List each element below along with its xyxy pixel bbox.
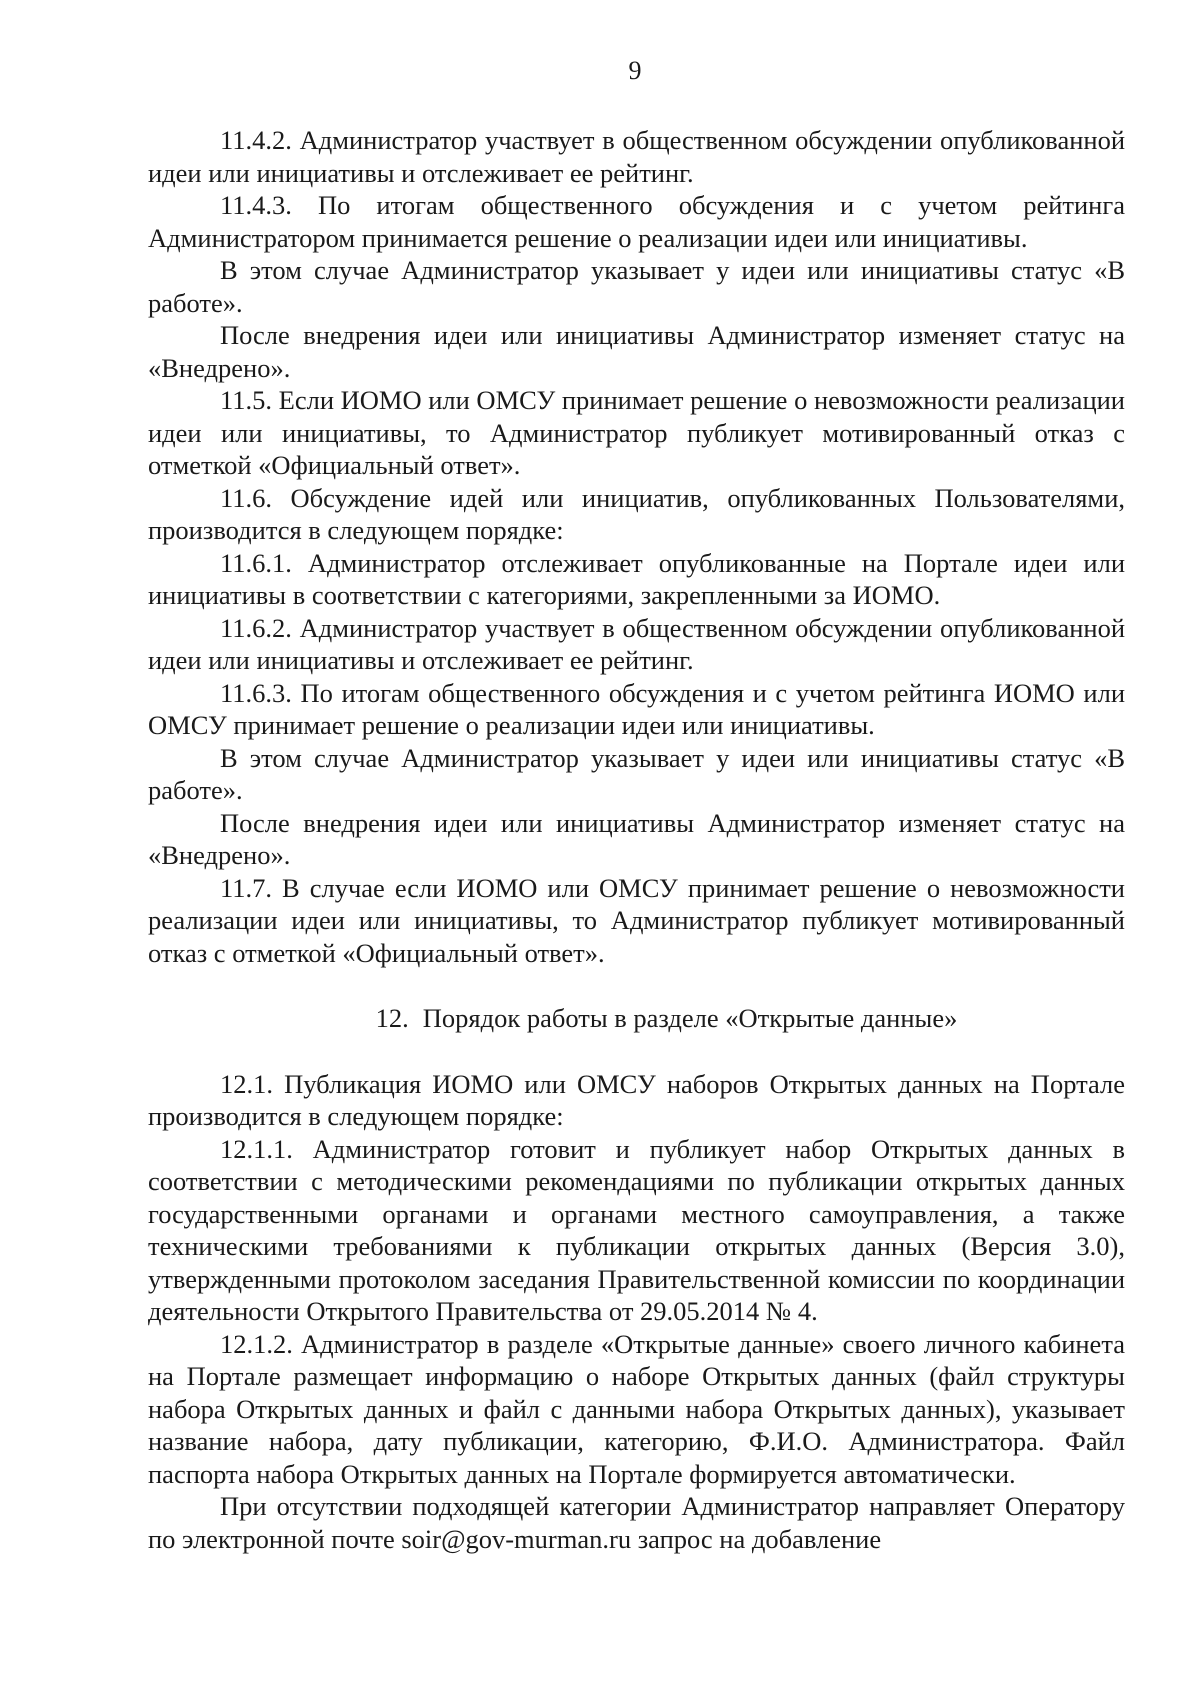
- page-number: 9: [628, 56, 642, 85]
- paragraph-11-6-2: 11.6.2. Администратор участвует в общественном обсуждении опубликованной идеи или инициативы и отслеживает ее рейтинг.: [148, 612, 1125, 675]
- paragraph-missing-category: При отсутствии подходящей категории Администратор направляет Оператору по электронной почте soir@gov-murman.ru запрос на добавление: [148, 1491, 1125, 1554]
- section-title: Порядок работы в разделе «Открытые данные»: [422, 1003, 958, 1033]
- paragraph-11-4-2: 11.4.2. Администратор участвует в общественном обсуждении опубликованной идеи или инициативы и отслеживает ее рейтинг.: [148, 125, 1125, 188]
- paragraph-11-6: 11.6. Обсуждение идей или инициатив, опубликованных Пользователями, производится в следующем порядке:: [148, 482, 1125, 545]
- section-number: 12.: [375, 1003, 409, 1033]
- document-body: [148, 124, 1125, 1555]
- paragraph-12-1-1: 12.1.1. Администратор готовит и публикует набор Открытых данных в соответствии с методическими рекомендациями по публикации открытых данных государственными органами и органами местного самоуправления, а также техническими требованиями к публикации открытых данных (Версия 3.0), утвержденными протоколом заседания Правительственной комиссии по координации деятельности Открытого Правительства от 29.05.2014 № 4.: [148, 1133, 1125, 1326]
- paragraph-11-6-1: 11.6.1. Администратор отслеживает опубликованные на Портале идеи или инициативы в соответствии с категориями, закрепленными за ИОМО.: [148, 547, 1125, 610]
- paragraph-11-4-3: 11.4.3. По итогам общественного обсуждения и с учетом рейтинга Администратором принимается решение о реализации идеи или инициативы.: [148, 190, 1125, 253]
- paragraph-status-implemented: После внедрения идеи или инициативы Администратор изменяет статус на «Внедрено».: [148, 320, 1125, 383]
- paragraph-11-7: 11.7. В случае если ИОМО или ОМСУ принимает решение о невозможности реализации идеи или инициативы, то Администратор публикует мотивированный отказ с отметкой «Официальный ответ».: [148, 872, 1125, 968]
- paragraph-status-in-work: В этом случае Администратор указывает у идеи или инициативы статус «В работе».: [148, 255, 1125, 318]
- paragraph-12-1-2: 12.1.2. Администратор в разделе «Открытые данные» своего личного кабинета на Портале размещает информацию о наборе Открытых данных (файл структуры набора Открытых данных и файл с данными набора Открытых данных), указывает название набора, дату публикации, категорию, Ф.И.О. Администратора. Файл паспорта набора Открытых данных на Портале формируется автоматически.: [148, 1328, 1125, 1489]
- paragraph-12-1: 12.1. Публикация ИОМО или ОМСУ наборов Открытых данных на Портале производится в следующем порядке:: [148, 1068, 1125, 1131]
- paragraph-status-implemented-2: После внедрения идеи или инициативы Администратор изменяет статус на «Внедрено».: [148, 807, 1125, 870]
- paragraph-status-in-work-2: В этом случае Администратор указывает у идеи или инициативы статус «В работе».: [148, 742, 1125, 805]
- paragraph-11-6-3: 11.6.3. По итогам общественного обсуждения и с учетом рейтинга ИОМО или ОМСУ принимает решение о реализации идеи или инициативы.: [148, 677, 1125, 740]
- section-heading: [148, 1002, 1125, 1035]
- paragraph-11-5: 11.5. Если ИОМО или ОМСУ принимает решение о невозможности реализации идеи или инициативы, то Администратор публикует мотивированный отказ с отметкой «Официальный ответ».: [148, 385, 1125, 480]
